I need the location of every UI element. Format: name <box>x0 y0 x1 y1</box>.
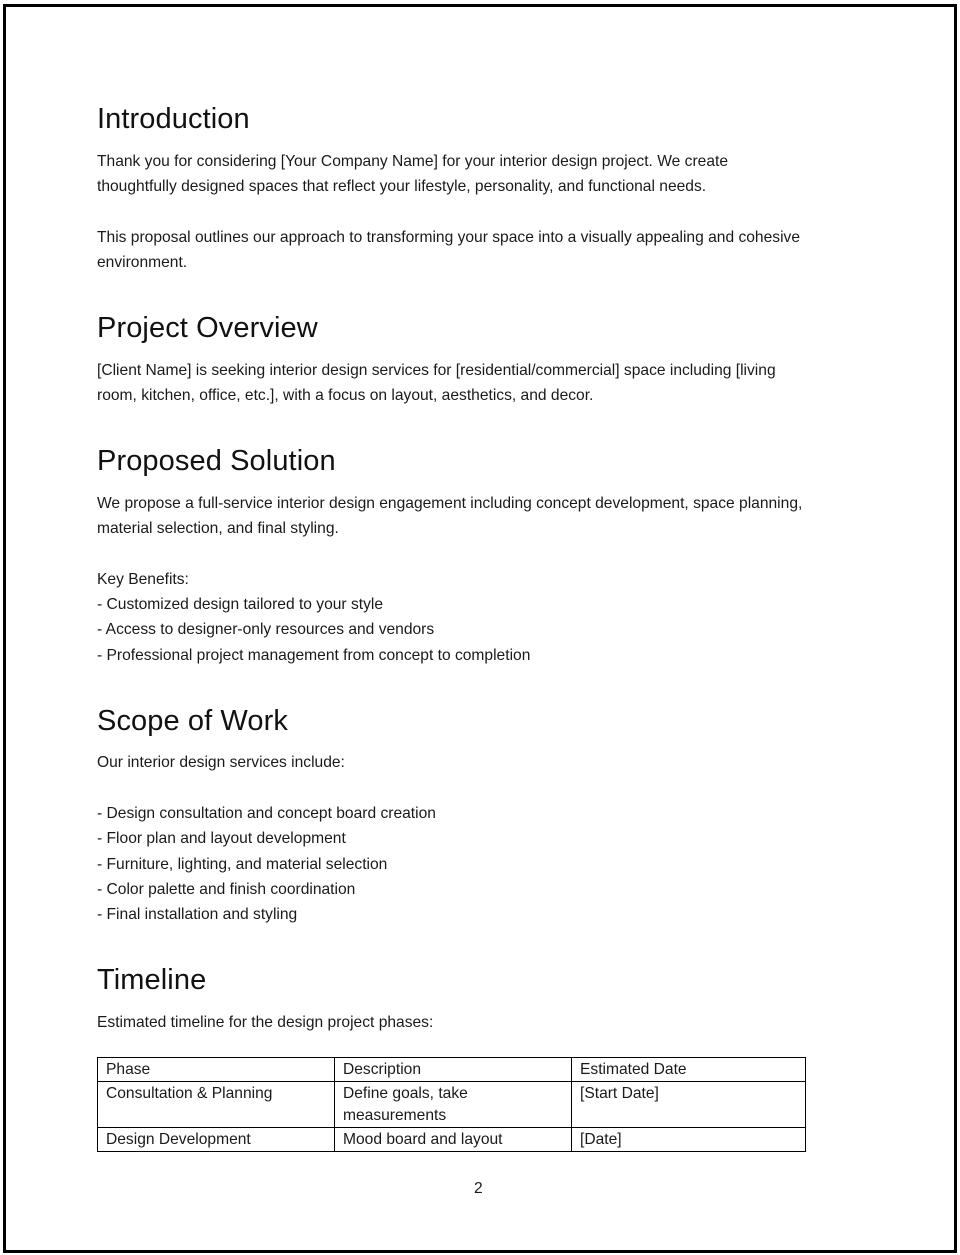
scope-intro: Our interior design services include: <box>97 754 345 771</box>
scope-item: - Floor plan and layout development <box>97 830 346 847</box>
table-row <box>98 1128 806 1152</box>
scope-item: - Color palette and finish coordination <box>97 881 356 898</box>
table-header-cell: Phase <box>98 1058 335 1082</box>
heading-timeline: Timeline <box>97 964 207 996</box>
project-overview-line-1: [Client Name] is seeking interior design services for [residential/commercial] space including [living <box>97 362 776 379</box>
document-page <box>3 4 957 1253</box>
proposed-solution-line-2: material selection, and final styling. <box>97 520 339 537</box>
table-cell: Define goals, take measurements <box>335 1082 572 1128</box>
table-cell: [Start Date] <box>572 1082 806 1128</box>
page-number: 2 <box>474 1180 483 1197</box>
heading-introduction: Introduction <box>97 103 250 135</box>
benefit-item: - Professional project management from concept to completion <box>97 647 531 664</box>
introduction-line-4: environment. <box>97 254 188 271</box>
heading-scope-of-work: Scope of Work <box>97 705 288 737</box>
scope-item: - Design consultation and concept board creation <box>97 805 436 822</box>
key-benefits-label: Key Benefits: <box>97 571 189 588</box>
introduction-line-2: thoughtfully designed spaces that reflect your lifestyle, personality, and functional needs. <box>97 178 707 195</box>
benefit-item: - Access to designer-only resources and vendors <box>97 621 435 638</box>
table-row <box>98 1082 806 1128</box>
scope-item: - Furniture, lighting, and material selection <box>97 856 388 873</box>
table-header-cell: Estimated Date <box>572 1058 806 1082</box>
benefit-item: - Customized design tailored to your style <box>97 596 384 613</box>
introduction-line-3: This proposal outlines our approach to transforming your space into a visually appealing and cohesive <box>97 229 800 246</box>
table-cell: Consultation & Planning <box>98 1082 335 1128</box>
table-header-row <box>98 1058 806 1082</box>
heading-proposed-solution: Proposed Solution <box>97 445 336 477</box>
scope-item: - Final installation and styling <box>97 906 298 923</box>
table-header-cell: Description <box>335 1058 572 1082</box>
timeline-table <box>97 1057 806 1152</box>
table-cell: [Date] <box>572 1128 806 1152</box>
heading-project-overview: Project Overview <box>97 312 318 344</box>
timeline-intro: Estimated timeline for the design project phases: <box>97 1014 434 1031</box>
table-cell: Design Development <box>98 1128 335 1152</box>
table-cell: Mood board and layout <box>335 1128 572 1152</box>
project-overview-line-2: room, kitchen, office, etc.], with a focus on layout, aesthetics, and decor. <box>97 387 594 404</box>
proposed-solution-line-1: We propose a full-service interior design engagement including concept development, space planning, <box>97 495 803 512</box>
introduction-line-1: Thank you for considering [Your Company Name] for your interior design project. We create <box>97 153 728 170</box>
